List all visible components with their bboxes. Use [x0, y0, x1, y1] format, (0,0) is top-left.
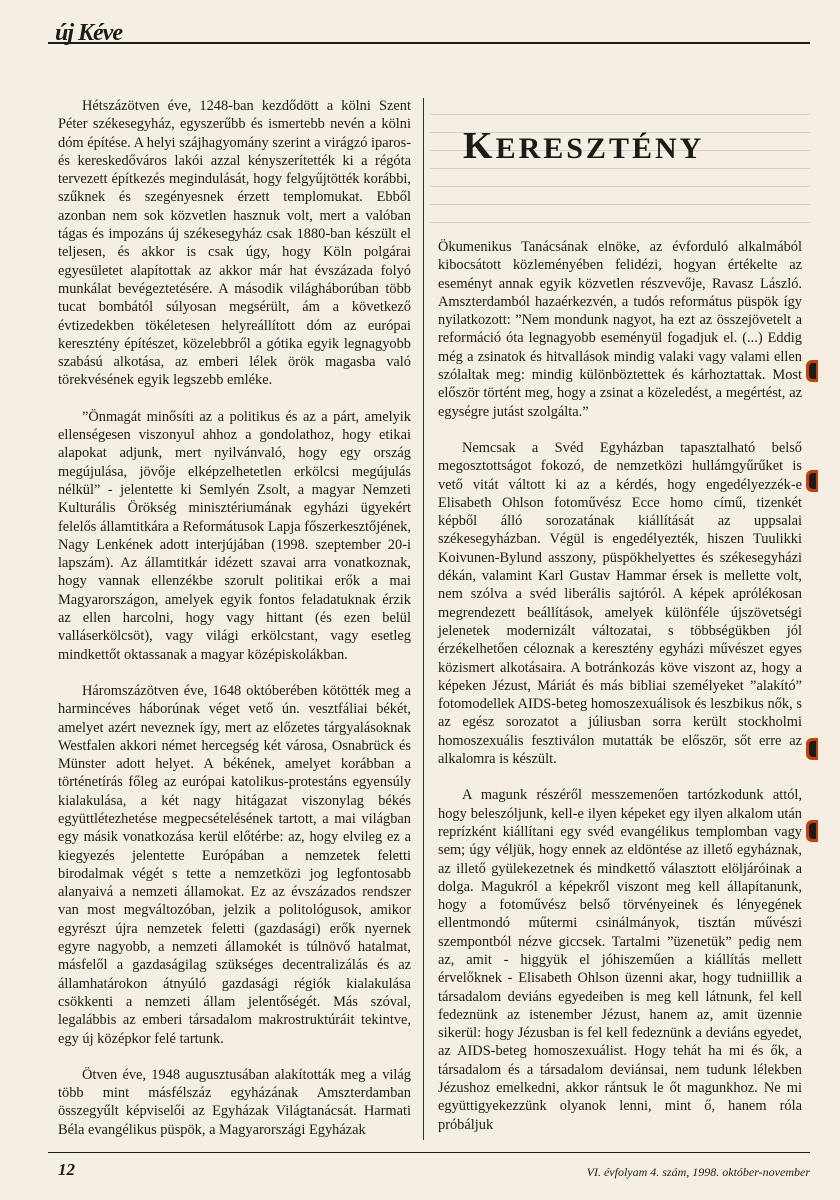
paragraph: Hétszázötven éve, 1248-ban kezdődött a kölni Szent Péter székesegyház, egyszerűbb és ismertebb nevén a kölni dóm építése. A helyi szájhagyomány szerint a virágzó iparos- és kereskedőváros lakói azzal kényszerítették ki a régóta tervezett építkezés megindulását, hogy felgyűjtötték korábbi, szűknek és szegényesnek érzett templomukat. Ebből azonban nem sok közvetlen hasznuk volt, mert a valóban tágas és impozáns új székesegyház csak 1880-ban készült el teljesen, és akkor is csak úgy, hogy Köln polgárai egyesületet alapítottak az akkor már hat évszázada folyó munkálat bevégeztetésére. A második világháborúban több tucat bombától súlyosan megsérült, ám a következő évtizedekben tökéletesen helyreállított dóm az európai keresztény építészet, közelebbről a gótika egyik legnagyobb szabású alkotása, az emberi lélek örök magasba való törekvésének egyik legszebb emléke. — [58, 98, 411, 389]
left-column — [58, 97, 411, 1139]
header-rule — [48, 42, 810, 44]
paragraph: ”Önmagát minősíti az a politikus és az a párt, amelyik ellenségesen viszonyul ahhoz a gondolathoz, hogy etikai alapokat adjunk, mert nyilvánvaló, hogy egy ország megújulása, jövője elképzelhetetlen erkölcsi megújulás nélkül” - jelentette ki Semlyén Zsolt, a magyar Nemzeti Kulturális Örökség minisztériumának egyházi ügyekért felelős államtitkára a Reformátusok Lapja főszerkesztőjének, Nagy Lenkének adott interjújában (1998. szeptember 20-i lapszám). Az államtitkár idézett szavai arra vonatkoznak, hogy vannak ellenzékbe szorult politikai erők a mai Magyarországon, amelyek egyik fontos feladatuknak érzik az ellen harcolni, hogy vagy hittant (és ezen belül valláserkölcsöt), vagy világi erkölcstant, vagy esetleg mindkettőt oktassanak a magyar középiskolákban. — [58, 408, 411, 663]
right-column — [438, 238, 802, 1134]
page-number: 12 — [58, 1160, 75, 1179]
section-headline — [463, 124, 704, 168]
paragraph: Háromszázötven éve, 1648 októberében kötötték meg a harmincéves háborúnak véget vető ún. vesztfáliai békét, amelyet azért neveznek így, mert az előzetes tárgyalásoknak Westfalen akkori német hercegség két városa, Osnabrück és Münster adott helyet. A békének, amelyet korábban a történetírás főleg az európai katolikus-protestáns egyensúly kialakulása, a két nagy hitágazat viszonylag békés együttlétezhetése megpecsételésének tartott, a mai világban egy másik vonatkozása kerül előtérbe: az, hogy elvileg ez a kiegyezés jelentette Európában a nemzetek feletti birodalmak végét s tette a nemzetközi jog legfontosabb alanyaivá a nemzeti államokat. Ez az évszázados rendszer van most megváltozóban, jelzik a politológusok, amikor egyrészt újra nemzetek feletti (gazdasági) erők nyernek egyre nagyobb, a nemzeti államokét is túlnövő hatalmat, másfelől a gazdaságilag szükséges decentralizálás és az államhatárokon átnyúló gazdasági régiók kialakulása csökkenti a nemzeti állam jelentőségét. Más szóval, legalábbis az emberi társadalom makrostruktúráit tekintve, egy új középkor felé tartunk. — [58, 682, 411, 1047]
column-divider — [423, 98, 424, 1140]
magazine-logo: új Kéve — [55, 20, 122, 46]
headline-rest: ERESZTÉNY — [495, 132, 705, 165]
index-tab-icon — [806, 738, 818, 760]
paragraph: Nemcsak a Svéd Egyházban tapasztalható belső megosztottságot fokozó, de nemzetközi hullámgyűrűket is vető vitát váltott ki az a kérdés, hogy engedélyezzék-e Elisabeth Ohlson fotoművész Ecce homo című, tizenkét képből álló sorozatának kiállítását az uppsalai székesegyházban. Végül is engedélyezték, hiszen Tuulikki Koivunen-Bylund asszony, püspökhelyettes és székesegyházi dékán, valamint Karl Gustav Hammar érsek is mellette volt, nem szólva a svéd liberális sajtóról. A képek aprólékosan megrendezett beállítások, amelyek különféle újszövetségi jelenetek modernizált változatai, s többségükben jól érzékelhetően céloznak a keresztény egyházi művészet egyes közismert alkotásaira. A botránkozás köve viszont az, hogy a képeken Jézust, Máriát és más bibliai személyeket ”alakító” fotomodellek AIDS-beteg homoszexuálisok és leszbikus nők, s az egész sorozatot a júliusban sorra került stockholmi homoszexuális fesztiválon mutatták be először, sőt erre az alkalomra is készült. — [438, 439, 802, 768]
paragraph: Ötven éve, 1948 augusztusában alakították meg a világ több mint másfélszáz egyházának Amszterdamban összegyűlt képviselői az Egyházak Világtanácsát. Harmati Béla evangélikus püspök, a Magyarországi Egyházak — [58, 1066, 411, 1138]
issue-info: VI. évfolyam 4. szám, 1998. október-november — [586, 1165, 810, 1179]
index-tab-icon — [806, 820, 818, 842]
footer-rule — [48, 1152, 810, 1153]
paragraph: Ökumenikus Tanácsának elnöke, az évforduló alkalmából kibocsátott közleményében felidézi, hogyan értékelte az eseményt annak egyik közvetlen részvevője, Ravasz László. Amszterdamból hazaérkezvén, a tudós református püspök így nyilatkozott: ”Nem mondunk nagyot, ha ezt az összejövetelt a reformáció óta legnagyobb eseményül fogadjuk el. (...) Eddig még a zsinatok és hitvallások mindig valaki vagy valami ellen szólaltak meg: mindig különböztettek és kárhoztattak. Most először történt meg, hogy a zsinat a közeledést, a megértést, az egységre jutást szolgálta.” — [438, 239, 802, 420]
index-tab-icon — [806, 360, 818, 382]
index-tab-icon — [806, 470, 818, 492]
headline-initial: K — [463, 125, 496, 167]
paragraph: A magunk részéről messzemenően tartózkodunk attól, hogy beleszóljunk, kell-e ilyen képeket egy ilyen alkalom után reprízként kiállítani egy svéd evangélikus templomban vagy sem; úgy véljük, hogy ennek az eldöntése az illető egyháznak, az illető gyülekezetnek és mindkettő választott elöljáróinak a dolga. Magukról a képekről viszont meg kell állapítanunk, hogy a fotoművész belső törvényeinek és lényegének ellentmondó műtermi csinálmányok, tisztán művészi szempontból nézve giccsek. Tartalmi ”üzenetük” pedig nem az, amit - higgyük el jóhiszeműen a kiállítás mellett érvelőknek - Elisabeth Ohlson üzenni akar, hogy tudniillik a társadalom deviáns egyedeiben is meg kell látnunk, fel kell fedeznünk az istenember Jézust, hanem az, amit üzennie sikerül: hogy Jézusban is fel kell fedeznünk a deviáns egyedet, az AIDS-beteg homoszexuálist. Hogy tehát ha mi és ők, a társadalom és a társadalom deviánsai, nem tudunk lélekben Jézushoz emelkedni, akkor rántsuk le őt magunkhoz. Ne mi együttigyekezzünk olyanok lenni, mint ő, hanem róla próbáljuk — [438, 787, 802, 1133]
